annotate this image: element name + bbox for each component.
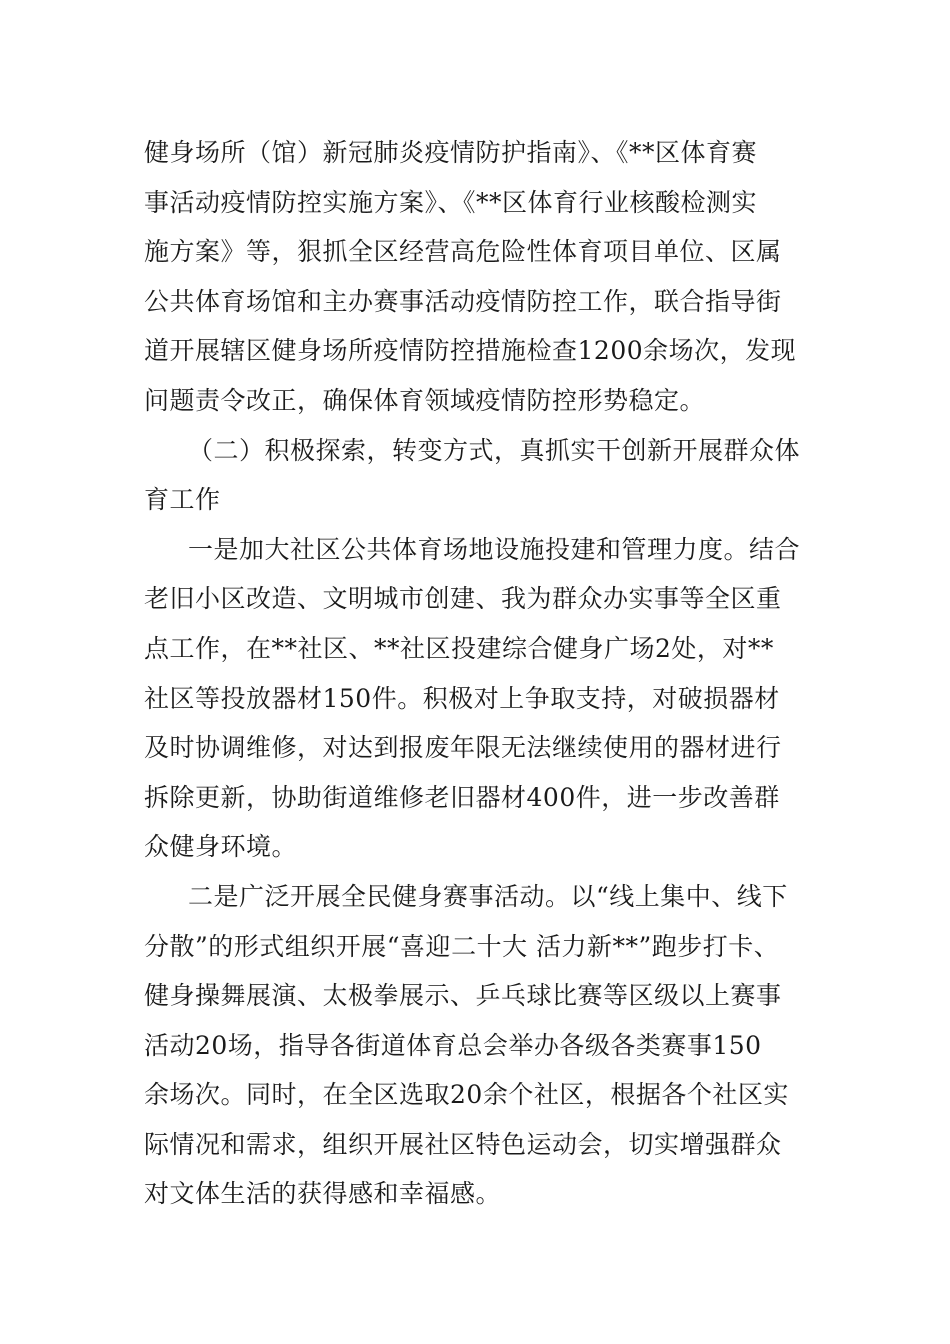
text-line: 问题责令改正，确保体育领域疫情防控形势稳定。 — [144, 385, 706, 415]
text-line: 活动20场，指导各街道体育总会举办各级各类赛事150 — [144, 1030, 762, 1060]
text-line: 点工作，在**社区、**社区投建综合健身广场2处，对** — [144, 633, 774, 663]
text-line: 施方案》等，狠抓全区经营高危险性体育项目单位、区属 — [144, 237, 782, 267]
text-line: 际情况和需求，组织开展社区特色运动会，切实增强群众 — [144, 1129, 782, 1159]
text-line: 道开展辖区健身场所疫情防控措施检查1200余场次，发现 — [144, 336, 797, 366]
text-line: 拆除更新，协助街道维修老旧器材400件，进一步改善群 — [144, 782, 780, 812]
section-heading: （二）积极探索，转变方式，真抓实干创新开展群众体 — [188, 435, 801, 465]
text-line: 社区等投放器材150件。积极对上争取支持，对破损器材 — [144, 683, 780, 713]
text-line: 对文体生活的获得感和幸福感。 — [144, 1179, 502, 1209]
text-line: 二是广泛开展全民健身赛事活动。以“线上集中、线下 — [188, 881, 788, 911]
text-line: 及时协调维修，对达到报废年限无法继续使用的器材进行 — [144, 733, 782, 763]
text-line: 分散”的形式组织开展“喜迎二十大 活力新**”跑步打卡、 — [144, 931, 780, 961]
text-line: 老旧小区改造、文明城市创建、我为群众办实事等全区重 — [144, 584, 782, 614]
section-heading-continued: 育工作 — [144, 485, 221, 515]
text-line: 众健身环境。 — [144, 832, 298, 862]
text-line: 健身场所（馆）新冠肺炎疫情防护指南》、《**区体育赛 — [144, 138, 758, 167]
text-line: 健身操舞展演、太极拳展示、乒乓球比赛等区级以上赛事 — [144, 981, 782, 1011]
text-line: 一是加大社区公共体育场地设施投建和管理力度。结合 — [188, 534, 801, 564]
text-line: 公共体育场馆和主办赛事活动疫情防控工作，联合指导街 — [144, 286, 782, 316]
text-line: 余场次。同时，在全区选取20余个社区，根据各个社区实 — [144, 1080, 789, 1110]
text-line: 事活动疫情防控实施方案》、《**区体育行业核酸检测实 — [144, 187, 758, 217]
body-text — [144, 128, 834, 1219]
